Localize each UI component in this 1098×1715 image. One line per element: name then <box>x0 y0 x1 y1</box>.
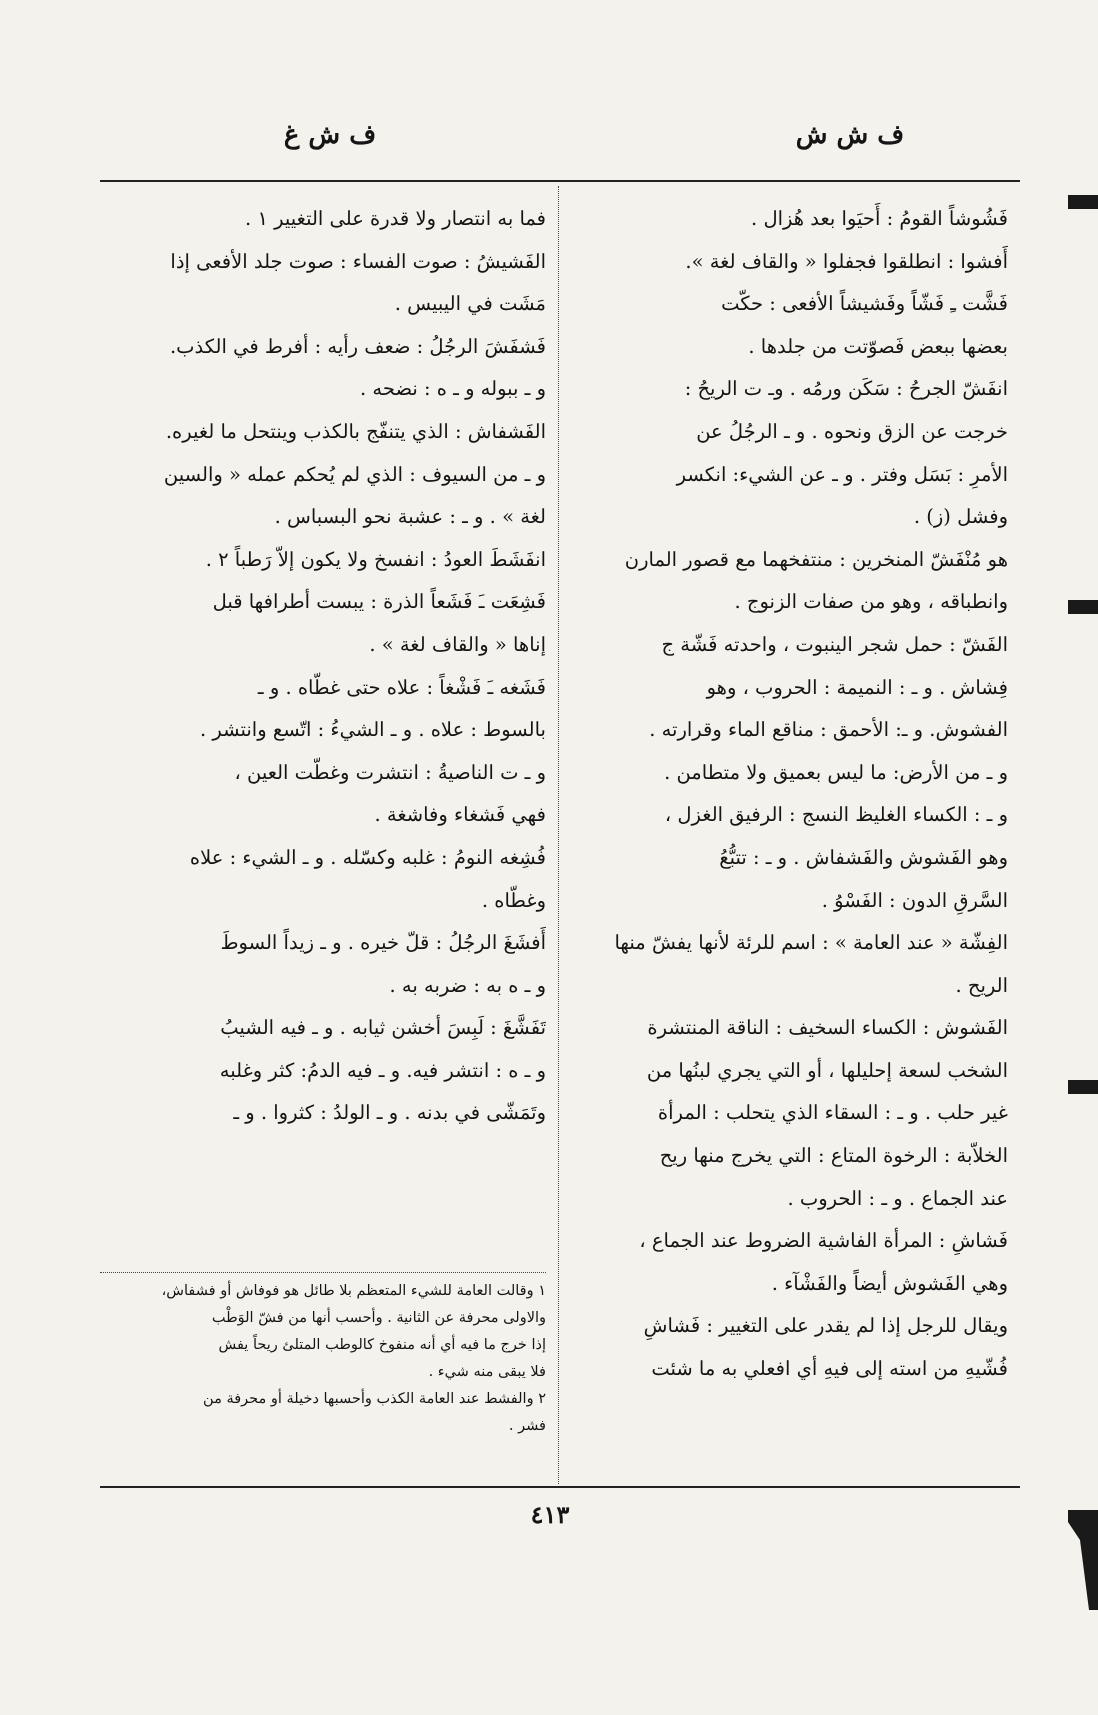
text-line: فَشِعَت ـَ فَشَعاً الذرة : يبست أطرافها قبل <box>212 590 546 614</box>
right-column <box>568 198 1008 1391</box>
text-line: الشخب لسعة إحليلها ، أو التي يجري لبنُها من <box>646 1058 1008 1082</box>
text-line: الفَشفاش : الذي يتنفّج بالكذب وينتحل ما لغيره. <box>165 419 546 443</box>
text-line: الفَشوش : الكساء السخيف : الناقة المنتشرة <box>647 1016 1008 1040</box>
text-line: و ـ ه : انتشر فيه. و ـ فيه الدمُ: كثر وغلبه <box>219 1058 546 1082</box>
text-line: فَشَّت ـِ فَشّاً وفَشيشاً الأفعى : حكّت <box>721 292 1008 316</box>
text-line: خرجت عن الزق ونحوه . و ـ الرجُلُ عن <box>696 419 1008 443</box>
text-line: الخلاّبة : الرخوة المتاع : التي يخرج منها ريح <box>659 1144 1008 1168</box>
header-rule <box>100 180 1020 182</box>
text-line: انفَشَطَ العودُ : انفسخ ولا يكون إلاّ رَطباً ٢ . <box>205 547 546 571</box>
text-line: تَفَشَّغَ : لَبِسَ أخشن ثيابه . و ـ فيه الشيبُ <box>220 1016 546 1040</box>
text-line: بالسوط : علاه . و ـ الشيءُ : اتّسع وانتشر . <box>199 718 546 742</box>
footer-rule <box>100 1486 1020 1488</box>
running-head-right: ف ش ش <box>795 120 905 150</box>
text-line: و ـ من الأرض: ما ليس بعميق ولا متطامن . <box>664 760 1008 784</box>
thumb-index-mark <box>1068 600 1098 614</box>
text-line: الفَشيشُ : صوت الفساء : صوت جلد الأفعى إذا <box>170 249 546 273</box>
text-line: وهي الفَشوش أيضاً والفَشْآء . <box>771 1271 1008 1295</box>
text-line: و ـ : الكساء الغليظ النسج : الرفيق الغزل ، <box>664 803 1008 827</box>
text-line: فهي فَشغاء وفاشغة . <box>374 803 546 827</box>
footnote-line: فلا يبقى منه شيء . <box>428 1364 546 1380</box>
text-line: بعضها ببعض فَصوّتت من جلدها . <box>748 334 1008 358</box>
page-number: ٤١٣ <box>530 1500 570 1529</box>
text-line: الريح . <box>955 973 1008 997</box>
text-line: فِشاش . و ـ : النميمة : الحروب ، وهو <box>706 675 1008 699</box>
text-line: وهو الفَشوش والفَشفاش . و ـ : تتبُّعُ <box>719 845 1008 869</box>
text-line: لغة » . و ـ : عشبة نحو البسباس . <box>274 505 546 529</box>
text-line: فما به انتصار ولا قدرة على التغيير ١ . <box>245 207 546 230</box>
text-line: أَفشَغَ الرجُلُ : قلّ خيره . و ـ زيداً السوطَ <box>220 931 546 955</box>
text-line: فَشاشِ : المرأة الفاشية الضروط عند الجماع ، <box>639 1229 1008 1253</box>
text-line: و ـ ه به : ضربه به . <box>389 973 546 997</box>
thumb-index-mark <box>1068 195 1098 209</box>
text-line: فَشَغه ـَ فَشْغاً : علاه حتى غطّاه . و ـ <box>257 675 546 699</box>
column-divider <box>558 186 559 1484</box>
text-line: وتَمَشّى في بدنه . و ـ الولدُ : كثروا . و ـ <box>233 1101 546 1125</box>
text-line: فَشفَشَ الرجُلُ : ضعف رأيه : أفرط في الكذب. <box>169 334 546 358</box>
text-line: و ـ من السيوف : الذي لم يُحكم عمله « والسين <box>163 462 546 486</box>
text-line: عند الجماع . و ـ : الحروب . <box>787 1186 1008 1210</box>
footnote-rule <box>100 1272 546 1273</box>
text-line: انفَشّ الجرحُ : سَكَن ورمُه . وـ ت الريحُ : <box>684 377 1008 401</box>
text-line: مَشَت في اليبيس . <box>394 292 546 316</box>
left-column <box>100 198 546 1135</box>
text-line: السَّرقِ الدون : الفَسْوُ . <box>821 888 1008 912</box>
text-line: فُشّيهِ من استه إلى فيهِ أي افعلي به ما شئت <box>651 1357 1008 1381</box>
text-line: وغطّاه . <box>481 888 546 912</box>
footnote-line: ١ وقالت العامة للشيء المتعظم بلا طائل هو فوفاش أو فشفاش، <box>161 1283 546 1299</box>
text-line: غير حلب . و ـ : السقاء الذي يتحلب : المرأة <box>657 1101 1008 1125</box>
text-line: هو مُنْفَشّ المنخرين : منتفخهما مع قصور المارن <box>624 547 1008 571</box>
text-line: فُشِغه النومُ : غلبه وكسّله . و ـ الشيء : علاه <box>189 845 546 869</box>
text-line: الفشوش. و ـ: الأحمق : مناقع الماء وقرارته . <box>649 718 1008 742</box>
footnote-line: فشر . <box>508 1418 546 1434</box>
thumb-index-mark <box>1068 1080 1098 1094</box>
text-line: فَشُوشاً القومُ : أَحيَوا بعد هُزال . <box>751 207 1008 230</box>
text-line: وفشل (ز) . <box>913 505 1008 529</box>
text-line: وانطباقه ، وهو من صفات الزنوج . <box>734 590 1008 614</box>
text-line: إناها « والقاف لغة » . <box>369 632 546 656</box>
footnote-line: إذا خرج ما فيه أي أنه منفوخ كالوطب المتلئ ريحاً يفش <box>218 1337 546 1353</box>
text-line: الأمرِ : بَسَل وفتر . و ـ عن الشيء: انكسر <box>676 462 1008 486</box>
text-line: و ـ ببوله و ـ ه : نضحه . <box>360 377 546 401</box>
text-line: الفَشّ : حمل شجر الينبوت ، واحدته فَشّة ج <box>661 632 1008 656</box>
running-head-left: ف ش غ <box>283 120 377 150</box>
footnotes <box>100 1278 546 1440</box>
text-line: أَفشوا : انطلقوا فجفلوا « والقاف لغة ». <box>685 249 1008 273</box>
page-edge-mark <box>1068 1510 1098 1610</box>
footnote-line: ٢ والفشط عند العامة الكذب وأحسبها دخيلة أو محرفة من <box>203 1391 546 1407</box>
footnote-line: والاولى محرفة عن الثانية . وأحسب أنها من فشّ الوَطْب <box>211 1310 546 1326</box>
text-line: ويقال للرجل إذا لم يقدر على التغيير : فَشاشِ <box>643 1314 1008 1338</box>
text-line: و ـ ت الناصيةُ : انتشرت وغطّت العين ، <box>234 760 546 784</box>
text-line: الفِشّة « عند العامة » : اسم للرئة لأنها يفشّ منها <box>614 931 1008 955</box>
